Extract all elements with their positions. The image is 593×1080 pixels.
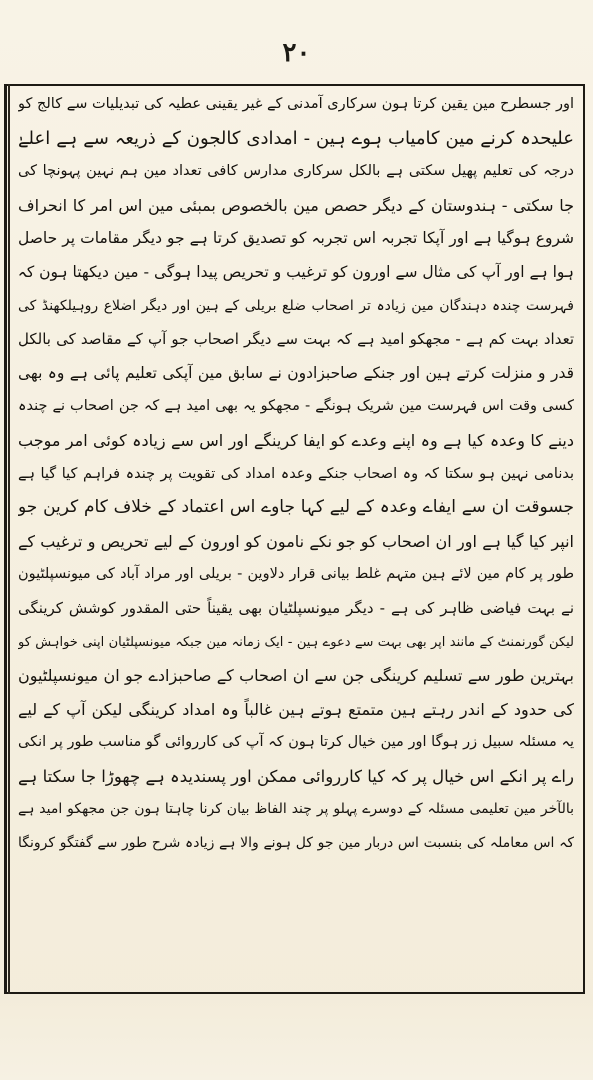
text-line: انپر کیا گیا ہے اور ان اصحاب کو جو نکے نامون کو اورون کے لیے تحریص و ترغیب کے (18, 531, 574, 551)
page-number: ۲۰ (282, 38, 311, 68)
frame-inner-edge (8, 84, 10, 994)
text-line: شروع ہوگیا ہے اور آپکا تجربہ اس تجربہ کو تصدیق کرتا ہے جو دیگر مقامات پر حاصل (18, 229, 574, 248)
text-line: بہترین طور سے تسلیم کرینگی جن سے ان اصحاب کے صاحبزادے جو ان میونسپلٹیون (18, 666, 574, 686)
text-line: کی حدود کے اندر رہتے ہین متمتع ہوتے ہین غالباً وہ امداد کرینگی لیکن آپ کے لیے (18, 699, 574, 719)
text-line: اور جسطرح مین یقین کرتا ہون سرکاری آمدنی کے غیر یقینی عطیہ کی تبدیلیات سے کالج کو (18, 96, 574, 112)
text-line: تعداد بہت کم ہے - مجھکو امید ہے کہ بہت سے دیگر اصحاب جو آپ کے مقاصد کی بالکل (18, 330, 574, 349)
text-line: ہوا ہے اور آپ کی مثال سے اورون کو ترغیب و تحریص پیدا ہوگی - مین دیکھتا ہون کہ (18, 262, 574, 281)
text-line: کہ اس معاملہ کی بنسبت اس دربار مین جو کل ہونے والا ہے زیادہ شرح طور سے گفتگو کرونگا (18, 835, 574, 852)
text-line: دینے کا وعدہ کیا ہے وہ اپنے وعدے کو ایفا کرینگے اور اس سے زیادہ کوئی امر موجب (18, 430, 574, 450)
text-line: علیحدہ کرنے مین کامیاب ہوے ہین - امدادی کالجون کے ذریعہ سے ہے اعلےٰ (18, 127, 574, 149)
text-line: بالآخر مین تعلیمی مسئلہ کے دوسرے پہلو پر چند الفاظ بیان کرنا چاہتا ہون جن مجھکو امید ہے (18, 801, 574, 818)
text-line: راے پر انکے اس خیال پر کہ کیا کارروائی ممکن اور پسندیدہ ہے چھوڑا جا سکتا ہے (18, 766, 574, 786)
text-line: لیکن گورنمنٹ کے مانند اپر بھی بہت سے دعوے ہین - ایک زمانہ مین جبکہ میونسپلٹیان اپنی خواہش کو (18, 634, 574, 650)
text-line: طور پر کام مین لائے ہین متہم غلط بیانی قرار دلاوین - بریلی اور مراد آباد کی میونسپلٹیون (18, 566, 574, 583)
body-text (18, 88, 574, 988)
text-line: نے بہت فیاضی ظاہر کی ہے - دیگر میونسپلٹیان بھی یقیناً حتی المقدور کوشش کرینگی (18, 598, 574, 617)
text-line: درجہ کی تعلیم پھیل سکتی ہے بالکل سرکاری مدارس کافی تعداد مین ہم نہین پہونچا کی (18, 163, 574, 180)
text-line: جسوقت ان سے ایفاے وعدہ کے لیے کہا جاوے اس اعتماد کے خلاف کام کرین جو (18, 497, 574, 518)
bottom-margin (0, 994, 593, 1080)
text-line: یہ مسئلہ سبیل زر ہوگا اور مین خیال کرتا ہون کہ آپ کی کارروائی گو مناسب طور پر انکی (18, 734, 574, 751)
text-line: فہرست چندہ دہندگان مین زیادہ تر اصحاب ضلع بریلی کے ہین اور دیگر اضلاع روہیلکھنڈ کی (18, 297, 574, 314)
text-line: قدر و منزلت کرتے ہین اور جنکے صاحبزادون نے سابق مین آپکی تعلیم پائی ہے وہ بھی (18, 363, 574, 382)
text-line: بدنامی نہین ہو سکتا کہ وہ اصحاب جنکے وعدہ امداد کی تقویت پر چندہ فراہم کیا گیا ہے (18, 465, 574, 482)
text-line: جا سکتی - ہندوستان کے دیگر حصص مین بالخصوص بمبئی مین اس امر کا انحراف (18, 195, 574, 215)
text-line: کسی وقت اس فہرست مین شریک ہونگے - مجھکو یہ بھی امید ہے کہ جن اصحاب نے چندہ (18, 398, 574, 415)
